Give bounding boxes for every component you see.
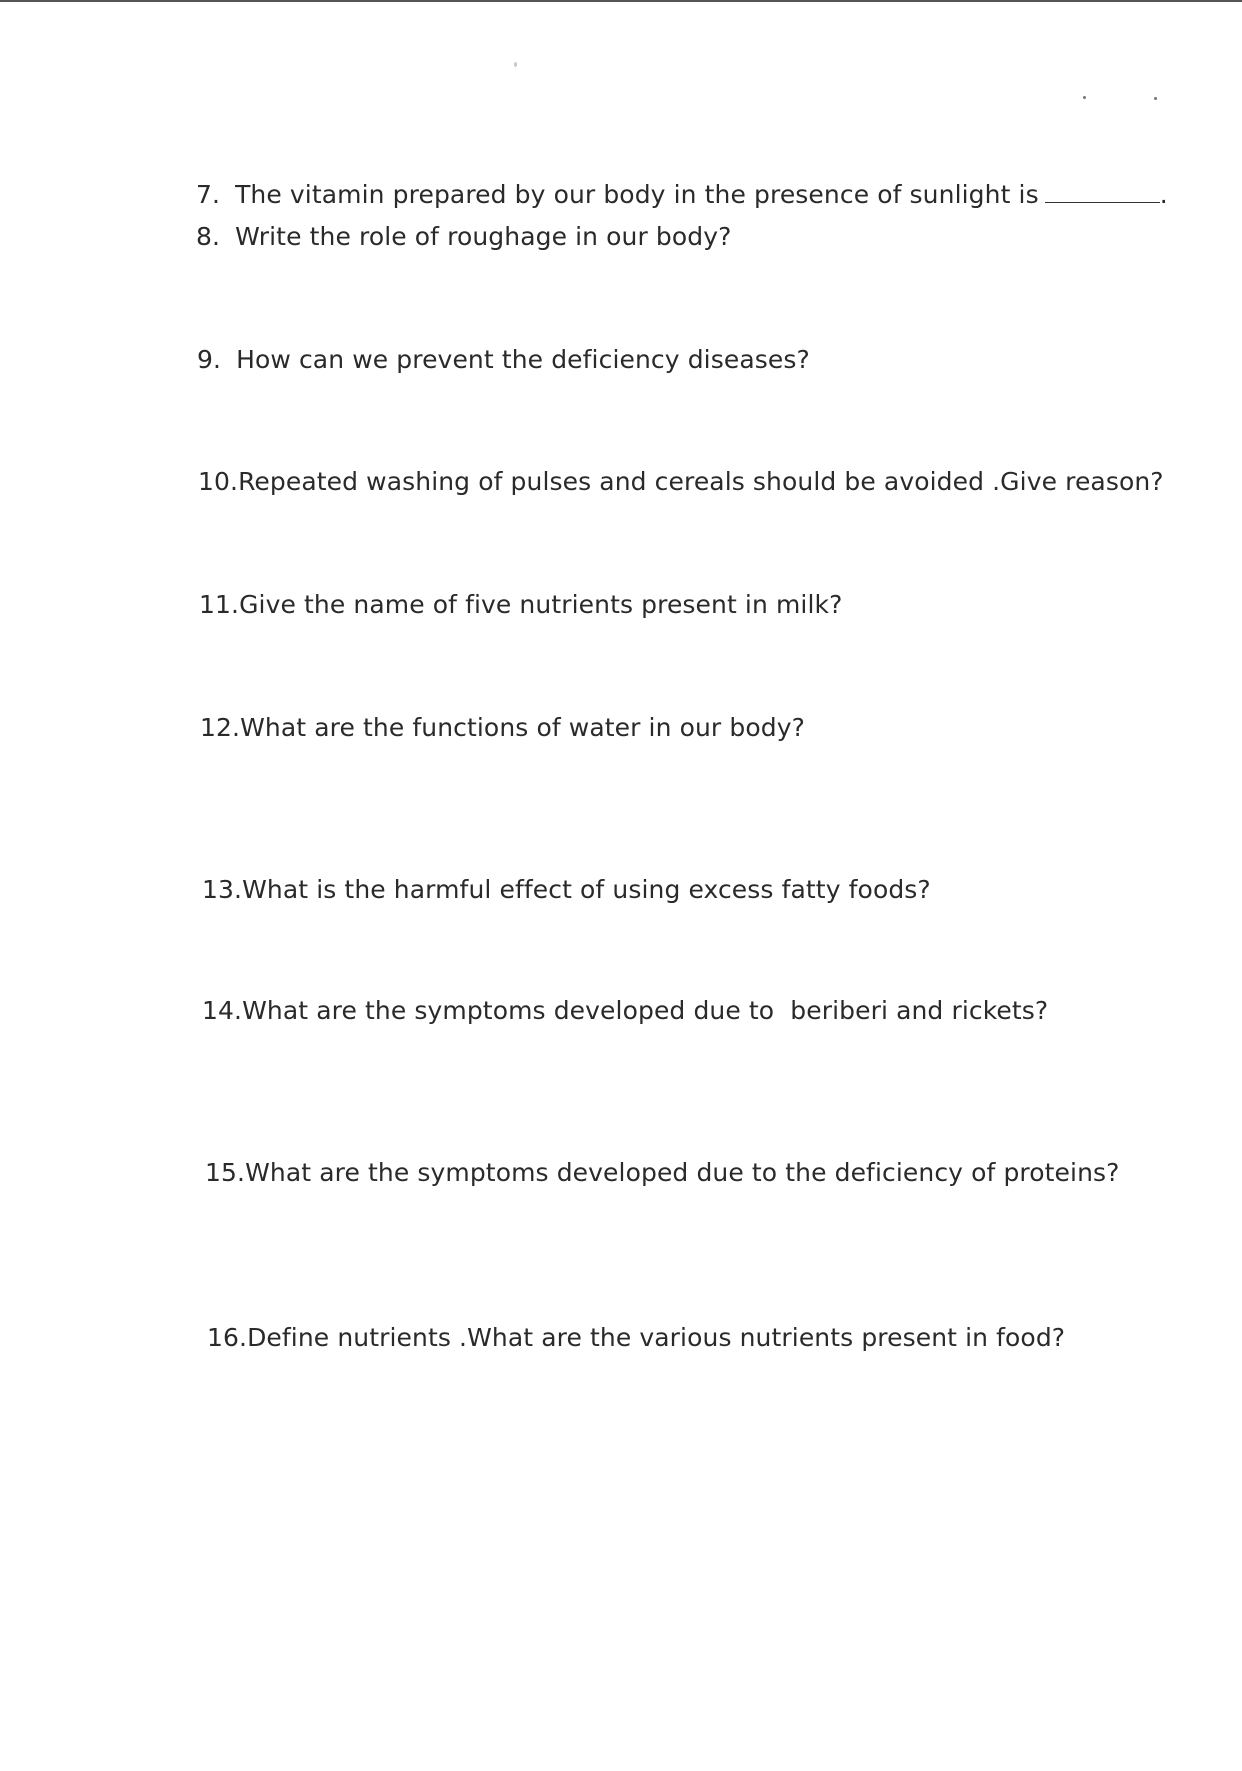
question-15 [205,1158,1120,1188]
question-16 [207,1323,1065,1353]
question-number: 13. [202,875,243,904]
scan-top-edge [0,0,1242,2]
question-text: The vitamin prepared by our body in the presence of sunlight is [235,180,1039,209]
answer-blank[interactable] [1045,180,1160,203]
question-number: 9. [197,345,222,374]
question-number: 15. [205,1158,246,1187]
question-12 [200,713,805,743]
question-text: What is the harmful effect of using excess fatty foods? [242,875,931,904]
question-number: 14. [202,996,243,1025]
question-13 [202,875,931,905]
question-text: Write the role of roughage in our body? [235,222,732,251]
scan-speck [1083,96,1086,99]
question-number: 7. [196,180,221,209]
question-text: What are the functions of water in our body? [240,713,805,742]
question-9 [197,345,810,375]
question-8 [196,222,732,252]
scan-speck [1154,97,1157,100]
question-trailing-period: . [1159,180,1168,209]
question-number: 16. [207,1323,248,1352]
question-number: 11. [199,590,240,619]
question-14 [202,996,1048,1026]
question-text: Define nutrients .What are the various nutrients present in food? [247,1323,1066,1352]
question-text: How can we prevent the deficiency diseases? [236,345,810,374]
question-11 [199,590,842,620]
question-number: 8. [196,222,221,251]
scan-speck [514,62,517,67]
question-number: 12. [200,713,241,742]
question-7 [196,180,1168,210]
question-text: What are the symptoms developed due to beriberi and rickets? [242,996,1049,1025]
question-number: 10. [198,467,239,496]
question-text: What are the symptoms developed due to the deficiency of proteins? [245,1158,1120,1187]
question-text: Give the name of five nutrients present in milk? [239,590,843,619]
question-text: Repeated washing of pulses and cereals should be avoided .Give reason? [238,467,1164,496]
question-10 [198,467,1164,497]
